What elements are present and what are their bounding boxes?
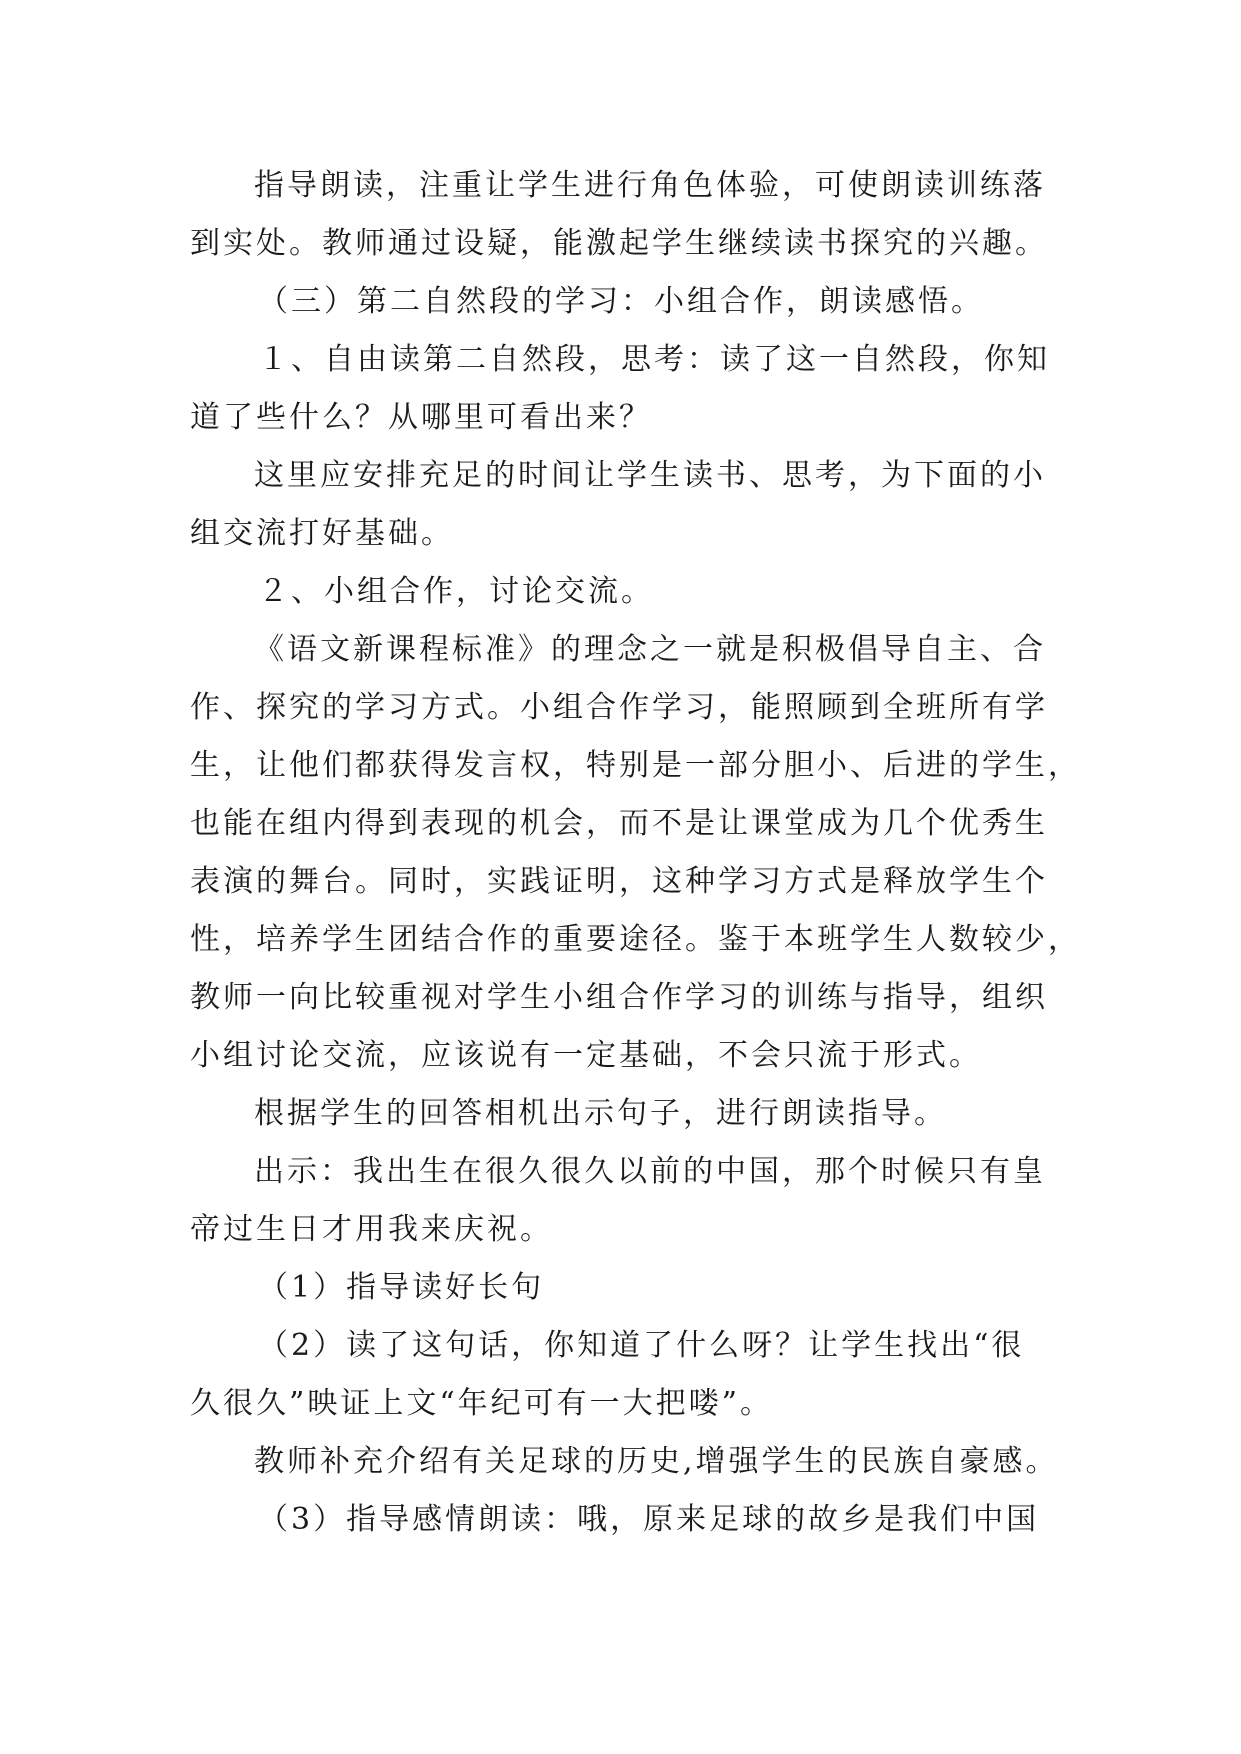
paragraph-line: 出示：我出生在很久很久以前的中国，那个时候只有皇 [254, 1154, 1046, 1189]
paragraph-line: 小组讨论交流，应该说有一定基础，不会只流于形式。 [190, 1038, 982, 1073]
paragraph-line: ２、小组合作，讨论交流。 [258, 574, 654, 609]
paragraph-line: 教师一向比较重视对学生小组合作学习的训练与指导，组织 [190, 980, 1048, 1015]
paragraph-line: 教师补充介绍有关足球的历史,增强学生的民族自豪感。 [254, 1444, 1059, 1479]
paragraph-line: １、自由读第二自然段，思考：读了这一自然段，你知 [258, 342, 1050, 377]
paragraph-line: （2）读了这句话，你知道了什么呀？让学生找出“很 [258, 1328, 1025, 1363]
paragraph-line: 生，让他们都获得发言权，特别是一部分胆小、后进的学生， [190, 748, 1081, 783]
paragraph-line: 性，培养学生团结合作的重要途径。鉴于本班学生人数较少， [190, 922, 1081, 957]
paragraph-line: 根据学生的回答相机出示句子，进行朗读指导。 [254, 1096, 947, 1131]
paragraph-line: 到实处。教师通过设疑，能激起学生继续读书探究的兴趣。 [190, 226, 1048, 261]
paragraph-line: （3）指导感情朗读：哦，原来足球的故乡是我们中国 [258, 1502, 1040, 1537]
section-heading: （三）第二自然段的学习：小组合作，朗读感悟。 [258, 284, 984, 319]
paragraph-line: 作、探究的学习方式。小组合作学习，能照顾到全班所有学 [190, 690, 1048, 725]
paragraph-line: 《语文新课程标准》的理念之一就是积极倡导自主、合 [254, 632, 1046, 667]
paragraph-line: 道了些什么？从哪里可看出来？ [190, 400, 652, 435]
paragraph-line: 帝过生日才用我来庆祝。 [190, 1212, 553, 1247]
paragraph-line: 也能在组内得到表现的机会，而不是让课堂成为几个优秀生 [190, 806, 1048, 841]
paragraph-line: 指导朗读，注重让学生进行角色体验，可使朗读训练落 [254, 168, 1046, 203]
paragraph-line: 久很久”映证上文“年纪可有一大把喽”。 [190, 1386, 774, 1421]
paragraph-line: 表演的舞台。同时，实践证明，这种学习方式是释放学生个 [190, 864, 1048, 899]
paragraph-line: 这里应安排充足的时间让学生读书、思考，为下面的小 [254, 458, 1046, 493]
paragraph-line: （1）指导读好长句 [258, 1270, 545, 1305]
paragraph-line: 组交流打好基础。 [190, 516, 454, 551]
